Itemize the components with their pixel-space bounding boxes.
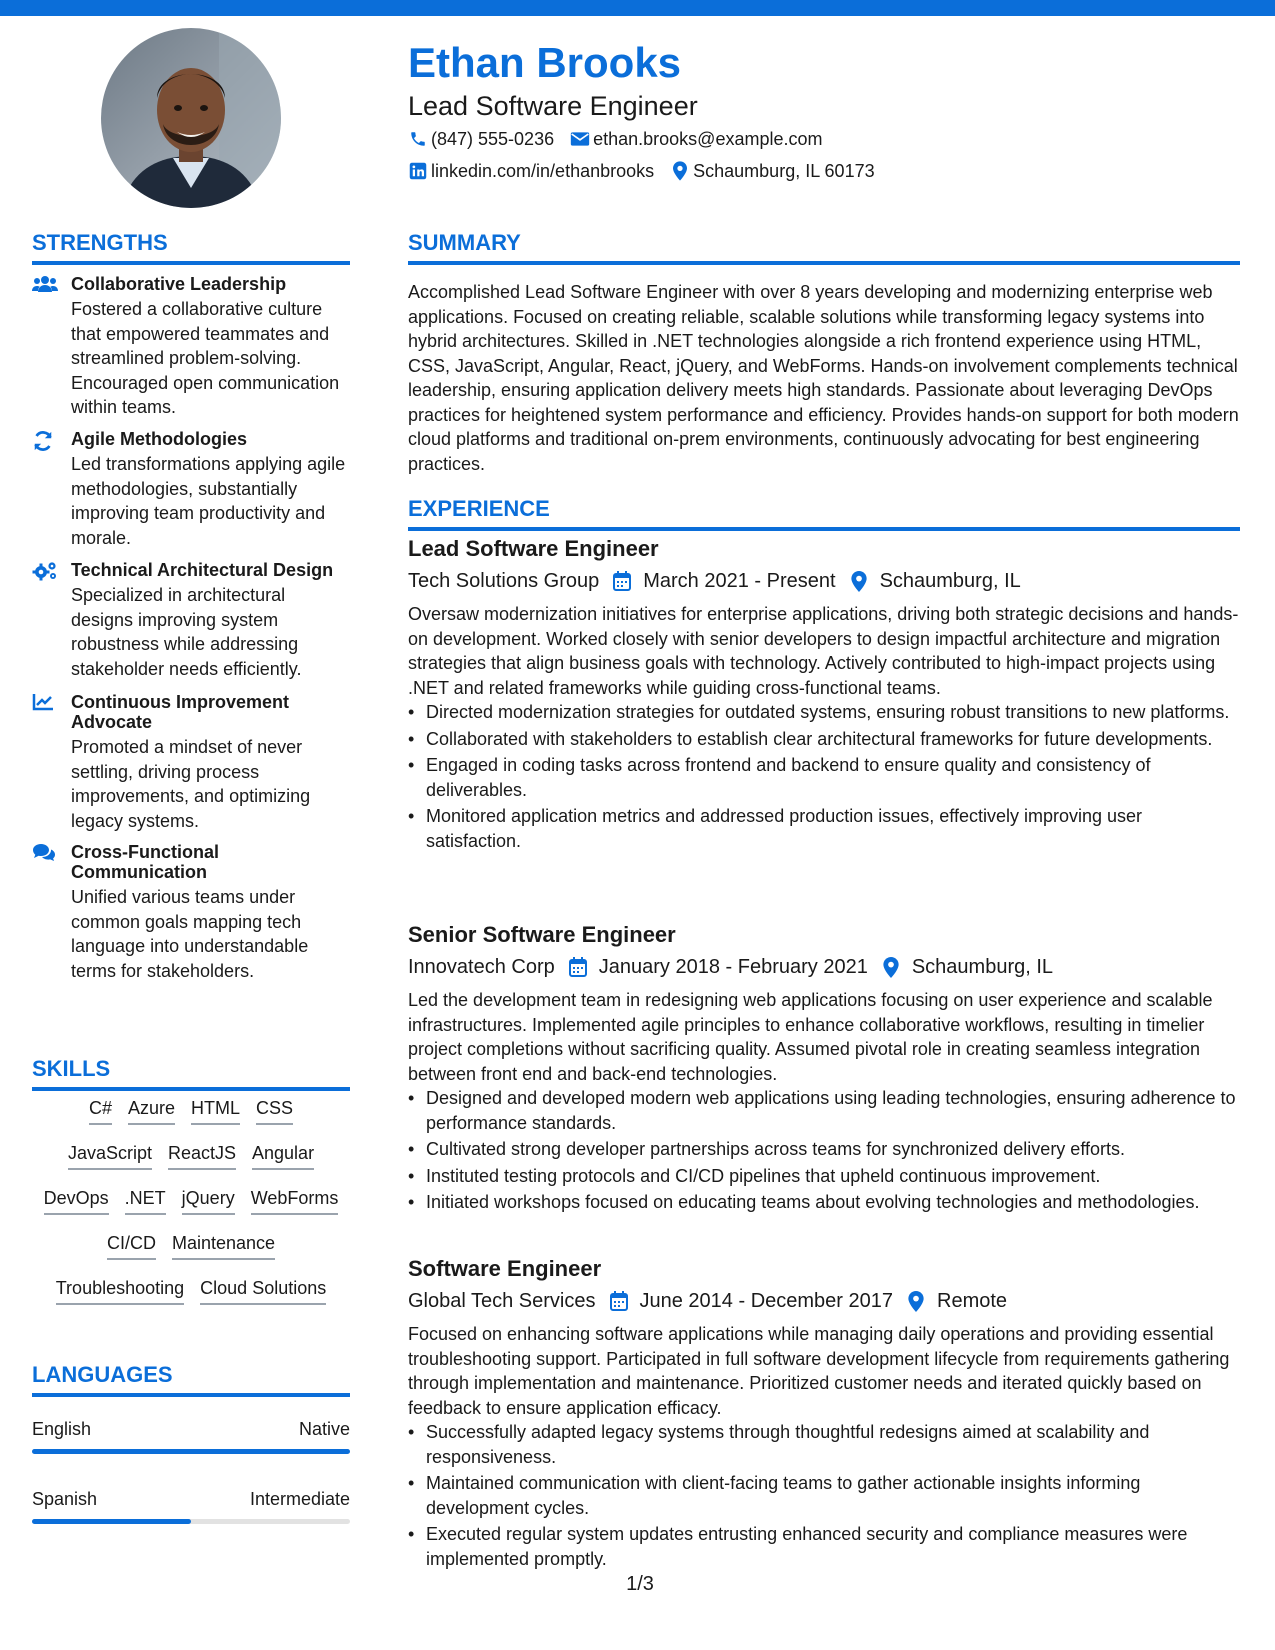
experience-heading: EXPERIENCE [408,496,1240,531]
skill-tag: ReactJS [168,1141,236,1170]
strength-title: Cross-Functional Communication [71,842,220,882]
job-bullet: • Maintained communication with client-facing teams to gather actionable insights informing development cycles. [408,1471,1240,1520]
job-dates: January 2018 - February 2021 [598,956,868,978]
job-entry [408,1256,1240,1573]
strength-text: Fostered a collaborative culture that empowered teammates and streamlined problem-solving. Encouraged open communication within teams. [71,299,340,417]
contact-email [570,127,822,151]
language-proficiency-fill [32,1449,350,1454]
users-icon [32,275,58,295]
skill-tag: C# [89,1096,112,1125]
job-meta [408,954,1240,980]
job-title: Software Engineer [408,1256,602,1281]
map-pin-icon [848,570,870,592]
strength-text: Specialized in architectural designs improving system robustness while addressing stakeholder needs efficiently. [71,585,302,679]
skill-tag: jQuery [182,1186,235,1215]
sync-icon [32,430,58,450]
chart-line-icon [32,693,58,713]
strength-title: Technical Architectural Design [71,560,334,580]
strength-item [32,842,350,983]
contact-location [670,159,874,183]
languages-heading: LANGUAGES [32,1362,350,1397]
job-bullet: • Directed modernization strategies for outdated systems, ensuring robust transitions to new platforms. [408,700,1240,725]
job-location: Remote [937,1290,1008,1312]
job-bullet: • Cultivated strong developer partnerships across teams for synchronized delivery efforts. [408,1137,1240,1162]
skill-tag: Azure [128,1096,175,1125]
page-number: 1/3 [626,1573,654,1595]
job-company: Innovatech Corp [408,956,555,978]
strength-title: Agile Methodologies [71,429,248,449]
job-company: Tech Solutions Group [408,570,600,592]
job-description: Oversaw modernization initiatives for enterprise applications, driving both strategic decisions and hands-on development. Worked closely with senior developers to design impactful architecture and migration strategies that align business goals with technology. Actively contributed to high-impact projects using .NET and related frameworks while guiding cross-functional teams. [408,604,1239,698]
language-name: Spanish [32,1489,98,1509]
comments-icon [32,843,58,863]
language-proficiency-fill [32,1519,191,1524]
strengths-heading: STRENGTHS [32,230,350,265]
job-bullet: • Initiated workshops focused on educating teams about evolving technologies and methodologies. [408,1190,1240,1215]
job-bullet: • Instituted testing protocols and CI/CD pipelines that upheld continuous improvement. [408,1164,1240,1189]
strength-title: Continuous Improvement Advocate [71,692,290,732]
contact-row-primary [408,127,838,151]
language-name: English [32,1419,92,1439]
summary-heading: SUMMARY [408,230,1240,265]
skills-row [32,1231,350,1276]
calendar-icon [611,570,633,592]
job-entry [408,536,1240,855]
skills-row [32,1141,350,1186]
candidate-title: Lead Software Engineer [408,91,698,121]
skills-row [32,1096,350,1141]
skill-tag: CSS [256,1096,293,1125]
calendar-icon [567,956,589,978]
phone-icon [408,129,428,149]
map-pin-icon [880,956,902,978]
strength-item [32,560,350,681]
job-dates: March 2021 - Present [643,570,836,592]
envelope-icon [570,129,590,149]
location-text: Schaumburg, IL 60173 [693,161,875,181]
strength-title: Collaborative Leadership [71,274,287,294]
skills-heading: SKILLS [32,1056,350,1091]
language-level: Intermediate [249,1489,350,1509]
job-description: Led the development team in redesigning web applications focusing on user experience and scalable infrastructures. Implemented agile principles to enhance collaborative workflows, resulting in timelier project completions without sacrificing quality. Assumed pivotal role in creating seamless integration between front end and back-end technologies. [408,990,1213,1084]
job-entry [408,922,1240,1217]
skills-row [32,1186,350,1231]
linkedin-text[interactable]: linkedin.com/in/ethanbrooks [431,161,655,181]
email-text[interactable]: ethan.brooks@example.com [593,129,823,149]
strength-text: Unified various teams under common goals mapping tech language into understandable terms for stakeholders. [71,887,309,981]
job-company: Global Tech Services [408,1290,596,1312]
strength-item [32,429,350,550]
job-bullet: • Monitored application metrics and addressed production issues, effectively improving user satisfaction. [408,804,1240,853]
skill-tag: Maintenance [172,1231,275,1260]
job-bullets [408,1086,1240,1215]
language-proficiency-bar [32,1519,350,1524]
candidate-name: Ethan Brooks [408,39,682,86]
calendar-icon [608,1290,630,1312]
skill-tag: JavaScript [68,1141,152,1170]
gears-icon [32,561,58,581]
contact-linkedin [408,159,654,183]
job-bullet: • Collaborated with stakeholders to establish clear architectural frameworks for future developments. [408,727,1240,752]
language-proficiency-bar [32,1449,350,1454]
skill-tag: Angular [252,1141,314,1170]
job-meta [408,568,1240,594]
skill-tag: .NET [125,1186,166,1215]
skill-tag: Troubleshooting [56,1276,184,1305]
job-bullets [408,700,1240,853]
job-location: Schaumburg, IL [879,570,1021,592]
top-accent-bar [0,0,1275,16]
job-description: Focused on enhancing software applications while managing daily operations and providing essential troubleshooting support. Participated in full software development lifecycle from requirements gathering through implementation and maintenance. Prioritized customer needs and iterated quickly based on feedback to ensure application efficacy. [408,1324,1230,1418]
strength-text: Promoted a mindset of never settling, driving process improvements, and optimizing legacy systems. [71,737,311,831]
job-title: Lead Software Engineer [408,536,659,561]
map-pin-icon [905,1290,927,1312]
skill-tag: WebForms [251,1186,339,1215]
job-dates: June 2014 - December 2017 [639,1290,893,1312]
language-item [32,1417,350,1454]
job-bullet: • Engaged in coding tasks across frontend and backend to ensure quality and consistency of deliverables. [408,753,1240,802]
strength-item [32,274,350,420]
job-bullets [408,1420,1240,1571]
map-pin-icon [670,161,690,181]
skill-tag: CI/CD [107,1231,156,1260]
skills-list [32,1096,350,1321]
job-location: Schaumburg, IL [911,956,1054,978]
job-title: Senior Software Engineer [408,922,676,947]
job-meta [408,1288,1240,1314]
linkedin-icon [408,161,428,181]
language-item [32,1487,350,1524]
strength-text: Led transformations applying agile methodologies, substantially improving team productivity and morale. [71,454,346,548]
job-bullet: • Successfully adapted legacy systems through thoughtful redesigns aimed at scalability and responsiveness. [408,1420,1240,1469]
skills-row [32,1276,350,1321]
profile-photo [101,28,281,208]
phone-text[interactable]: (847) 555-0236 [431,129,555,149]
strength-item [32,692,350,833]
summary-text: Accomplished Lead Software Engineer with over 8 years developing and modernizing enterprise web applications. Focused on creating reliable, scalable solutions while transforming legacy systems into hybrid architectures. Skilled in .NET technologies alongside a rich frontend experience using HTML, CSS, JavaScript, Angular, React, jQuery, and WebForms. Hands-on involvement complements technical leadership, ensuring application delivery meets high standards. Passionate about leveraging DevOps practices for heightened system performance and efficiency. Provides hands-on support for both modern cloud platforms and traditional on-prem environments, continuously advocating for best engineering practices. [408,282,1239,474]
contact-row-secondary [408,159,891,183]
skill-tag: Cloud Solutions [200,1276,326,1305]
skill-tag: DevOps [44,1186,109,1215]
language-level: Native [298,1419,350,1439]
job-bullet: • Executed regular system updates entrusting enhanced security and compliance measures were implemented promptly. [408,1522,1240,1571]
skill-tag: HTML [191,1096,240,1125]
contact-phone [408,127,554,151]
job-bullet: • Designed and developed modern web applications using leading technologies, ensuring adherence to performance standards. [408,1086,1240,1135]
